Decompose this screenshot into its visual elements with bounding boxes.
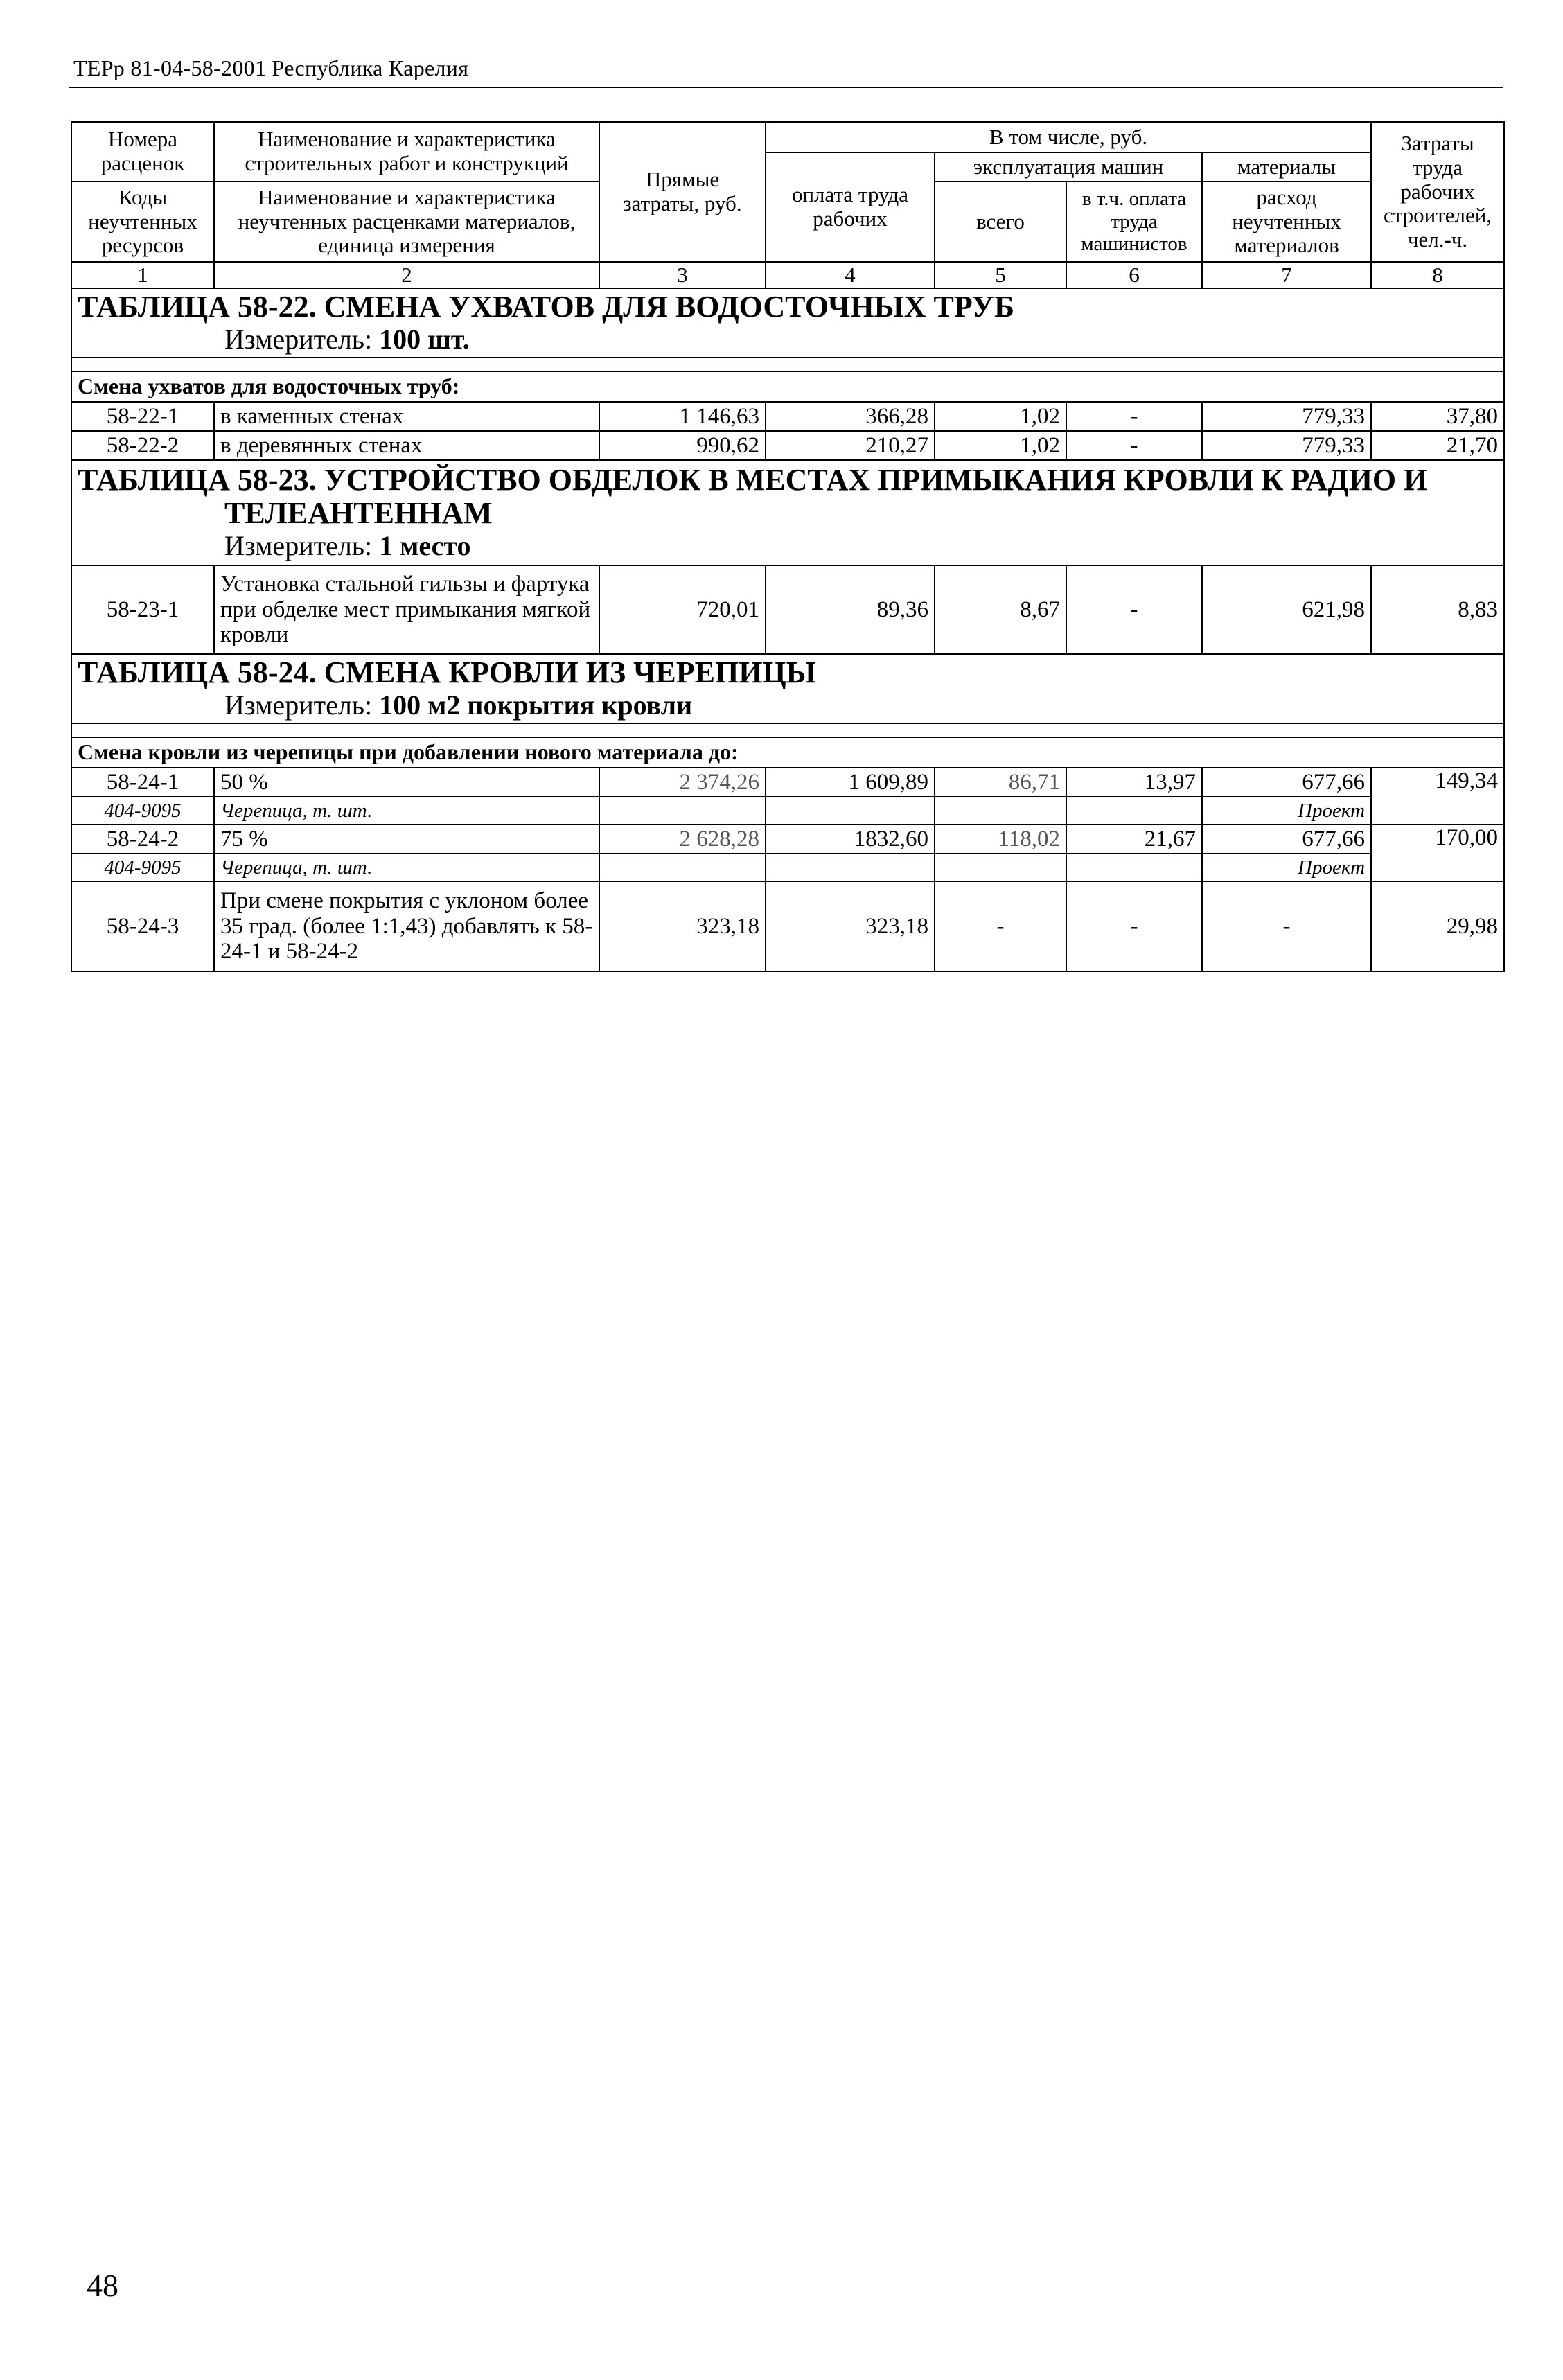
header-work-name: Наименование и характеристика строительных работ и конструкций [214,122,599,182]
table-row [71,565,1504,654]
labor-costs: 8,83 [1371,565,1504,654]
empty-cell [766,797,935,825]
wages: 366,28 [766,402,935,431]
spacer-row [71,723,1504,737]
materials: 779,33 [1202,431,1371,460]
machines-total: 1,02 [935,402,1066,431]
direct-costs: 990,62 [599,431,766,460]
header-direct-costs: Прямые затраты, руб. [599,122,766,262]
section-measure: Измеритель: 100 шт. [224,324,470,355]
resource-name: Черепица, т. шт. [214,854,599,881]
spacer-row [71,358,1504,371]
header-including: В том числе, руб. [766,122,1371,152]
header-machines-total: всего [935,182,1066,262]
header-resource-codes: Коды неучтенных ресурсов [71,182,214,262]
column-number: 4 [766,262,935,288]
column-number: 7 [1202,262,1371,288]
column-number: 1 [71,262,214,288]
header-wages: оплата труда рабочих [766,152,935,262]
rate-code: 58-24-1 [71,768,214,797]
norms-table [71,121,1505,972]
resource-code: 404-9095 [71,797,214,825]
page-number: 48 [87,2268,118,2303]
group-heading: Смена ухватов для водосточных труб: [71,371,1504,402]
header-unaccounted-materials: расход неучтенных материалов [1202,182,1371,262]
wages: 323,18 [766,881,935,971]
table-row [71,881,1504,971]
column-number: 6 [1066,262,1202,288]
labor-costs: 21,70 [1371,431,1504,460]
machinists-wages: - [1066,881,1202,971]
section-title: ТАБЛИЦА 58-22. СМЕНА УХВАТОВ ДЛЯ ВОДОСТОЧНЫХ ТРУБ [78,289,1015,324]
table-row [71,431,1504,460]
materials: 779,33 [1202,402,1371,431]
machinists-wages: 13,97 [1066,768,1202,797]
section-header [71,288,1504,358]
header-rule [69,87,1503,88]
empty-cell [599,797,766,825]
materials: 677,66 [1202,768,1371,797]
machinists-wages: - [1066,402,1202,431]
header-resource-name: Наименование и характеристика неучтенных расценками материалов, единица измерения [214,182,599,262]
rate-name: в деревянных стенах [214,431,599,460]
section-measure: Измеритель: 1 место [224,530,471,562]
labor-costs: 149,34 [1371,768,1504,825]
rate-code: 58-22-2 [71,431,214,460]
empty-cell [599,854,766,881]
group-heading: Смена кровли из черепицы при добавлении нового материала до: [71,737,1504,768]
header-machine-operation: эксплуатация машин [935,152,1202,182]
empty-cell [935,797,1066,825]
resource-value: Проект [1202,854,1371,881]
rate-code: 58-24-2 [71,825,214,854]
section-header [71,654,1504,723]
rate-name: 50 % [214,768,599,797]
machinists-wages: - [1066,431,1202,460]
direct-costs: 2 374,26 [599,768,766,797]
rate-name: 75 % [214,825,599,854]
resource-row [71,797,1504,825]
empty-cell [1066,797,1202,825]
section-title: ТАБЛИЦА 58-23. УСТРОЙСТВО ОБДЕЛОК В МЕСТАХ ПРИМЫКАНИЯ КРОВЛИ К РАДИО И [78,462,1428,497]
machines-total: 1,02 [935,431,1066,460]
column-number: 2 [214,262,599,288]
labor-costs: 170,00 [1371,825,1504,881]
table-row [71,825,1504,854]
rate-name: в каменных стенах [214,402,599,431]
rate-name: Установка стальной гильзы и фартука при обделке мест примыкания мягкой кровли [214,565,599,654]
labor-costs: 29,98 [1371,881,1504,971]
materials: 621,98 [1202,565,1371,654]
labor-costs: 37,80 [1371,402,1504,431]
rate-code: 58-23-1 [71,565,214,654]
wages: 1832,60 [766,825,935,854]
machines-total: 86,71 [935,768,1066,797]
empty-cell [766,854,935,881]
materials: 677,66 [1202,825,1371,854]
machinists-wages: - [1066,565,1202,654]
table-row [71,402,1504,431]
direct-costs: 720,01 [599,565,766,654]
table-row [71,768,1504,797]
empty-cell [1066,854,1202,881]
direct-costs: 323,18 [599,881,766,971]
section-measure: Измеритель: 100 м2 покрытия кровли [224,689,693,721]
header-rate-numbers: Номера расценок [71,122,214,182]
resource-code: 404-9095 [71,854,214,881]
column-number: 3 [599,262,766,288]
machines-total: 118,02 [935,825,1066,854]
header-labor-costs: Затраты труда рабочих строителей, чел.-ч. [1371,122,1504,262]
section-header [71,460,1504,565]
section-title: ТАБЛИЦА 58-24. СМЕНА КРОВЛИ ИЗ ЧЕРЕПИЦЫ [78,655,816,689]
wages: 1 609,89 [766,768,935,797]
running-title: ТЕРр 81-04-58-2001 Республика Карелия [73,55,469,80]
rate-code: 58-24-3 [71,881,214,971]
empty-cell [935,854,1066,881]
section-title-continued: ТЕЛЕАНТЕННАМ [224,496,493,530]
resource-value: Проект [1202,797,1371,825]
rate-code: 58-22-1 [71,402,214,431]
rate-name: При смене покрытия с уклоном более 35 град. (более 1:1,43) добавлять к 58-24-1 и 58-24-2 [214,881,599,971]
column-number: 5 [935,262,1066,288]
machines-total: 8,67 [935,565,1066,654]
column-number: 8 [1371,262,1504,288]
header-materials: материалы [1202,152,1371,182]
header-machinists-wages: в т.ч. оплата труда машинистов [1066,182,1202,262]
machinists-wages: 21,67 [1066,825,1202,854]
resource-name: Черепица, т. шт. [214,797,599,825]
wages: 89,36 [766,565,935,654]
wages: 210,27 [766,431,935,460]
resource-row [71,854,1504,881]
direct-costs: 1 146,63 [599,402,766,431]
direct-costs: 2 628,28 [599,825,766,854]
materials: - [1202,881,1371,971]
machines-total: - [935,881,1066,971]
